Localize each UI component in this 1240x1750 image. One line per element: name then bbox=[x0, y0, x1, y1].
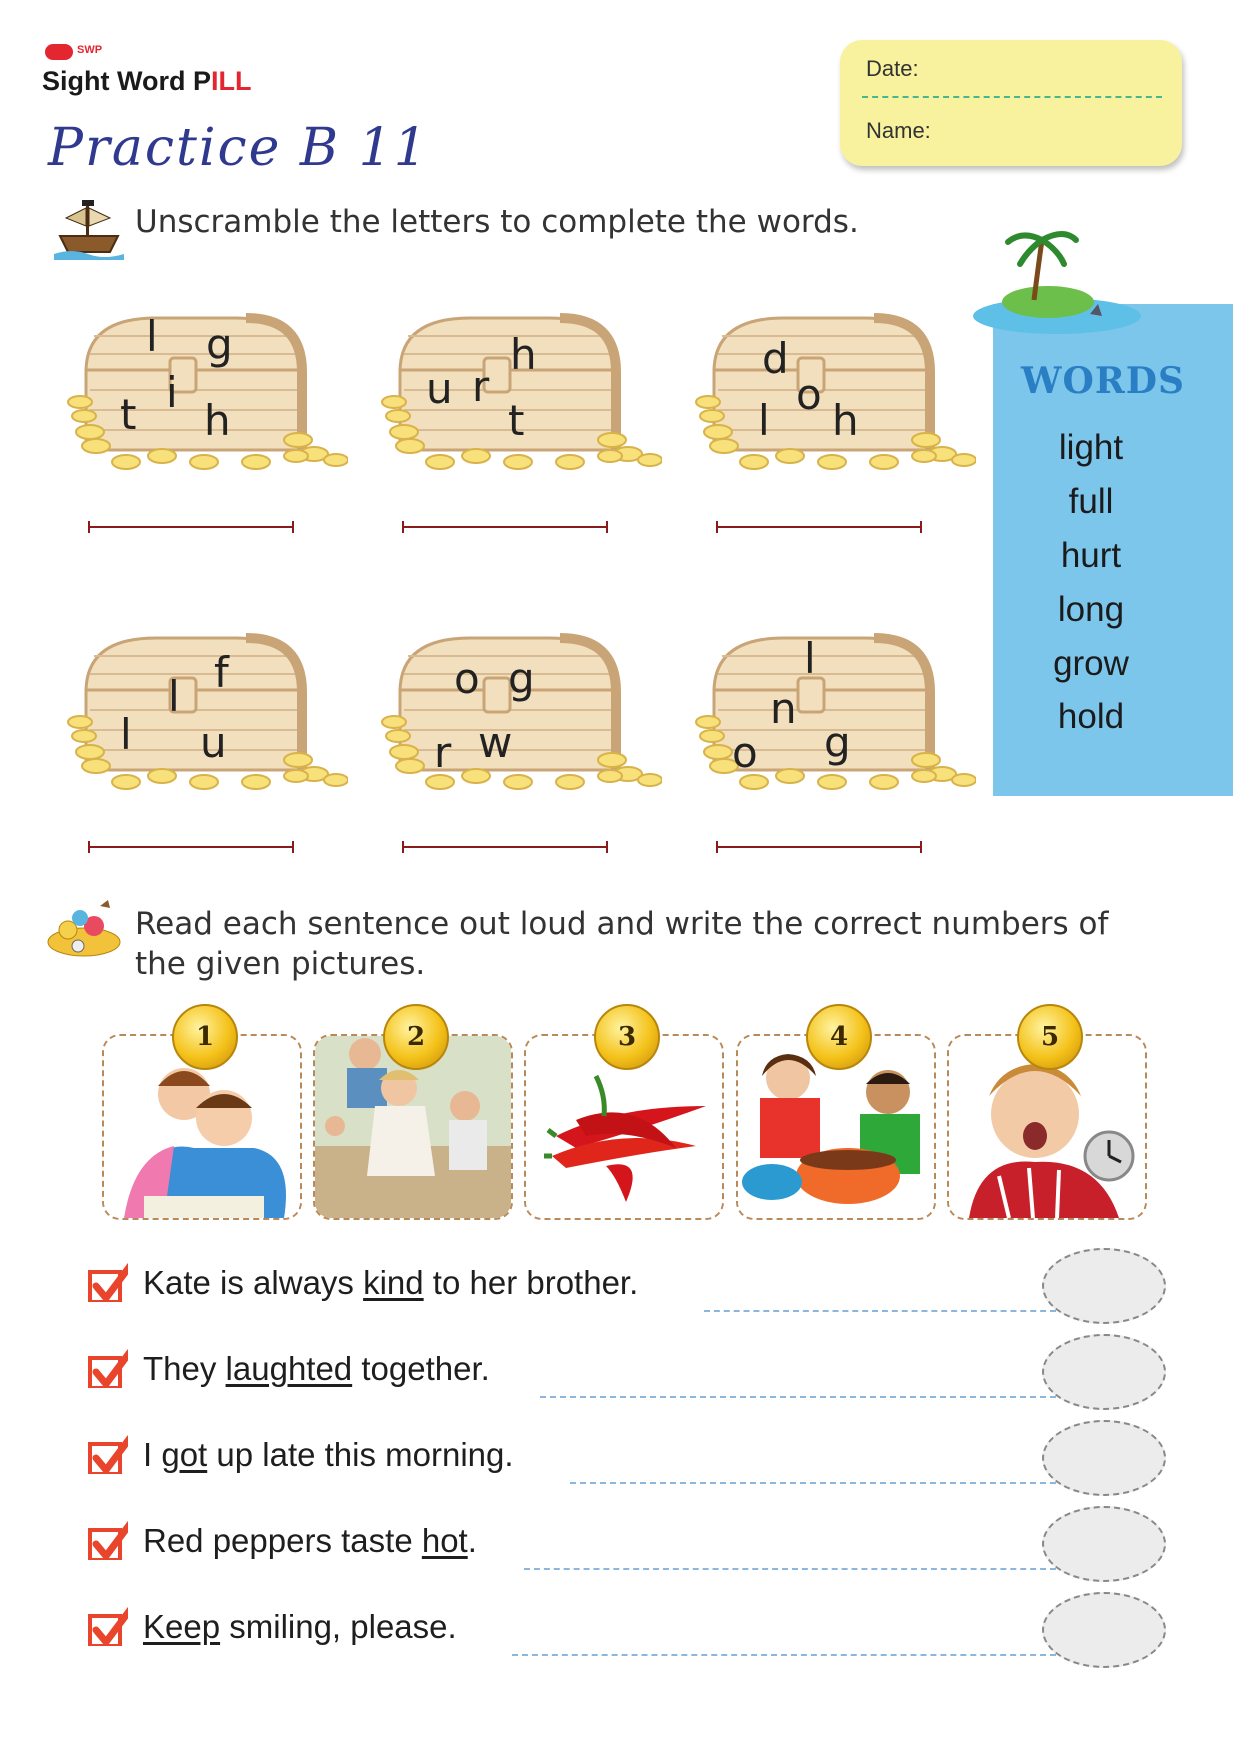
logo bbox=[42, 66, 252, 97]
treasure-chest bbox=[694, 312, 976, 472]
section2-instruction-line2: the given pictures. bbox=[135, 946, 426, 982]
sentence bbox=[143, 1608, 457, 1646]
sight-word: got bbox=[161, 1436, 208, 1473]
date-field[interactable] bbox=[862, 96, 1162, 98]
sentence bbox=[143, 1350, 490, 1388]
picture-number: 5 bbox=[1040, 1022, 1060, 1052]
scrambled-letter: h bbox=[510, 330, 537, 379]
word-bank-item: light bbox=[1058, 428, 1124, 467]
treasure-chest bbox=[380, 312, 662, 472]
scrambled-letter: i bbox=[166, 368, 178, 417]
picture-number-coin bbox=[806, 1004, 872, 1070]
section2-instruction-line1: Read each sentence out loud and write the correct numbers of bbox=[135, 906, 1109, 942]
answer-line[interactable] bbox=[716, 846, 922, 848]
scrambled-letter: l bbox=[120, 710, 132, 759]
scrambled-letter: l bbox=[146, 312, 158, 361]
checkmark-icon bbox=[88, 1262, 128, 1302]
picture-number-coin bbox=[172, 1004, 238, 1070]
treasure-chest bbox=[694, 632, 976, 792]
scrambled-letter: h bbox=[832, 396, 859, 445]
checkmark-icon bbox=[88, 1348, 128, 1388]
treasure-chest-icon bbox=[694, 312, 976, 472]
picture-number: 4 bbox=[829, 1022, 849, 1052]
scrambled-letter: g bbox=[824, 718, 851, 767]
word-bank-item: hold bbox=[1057, 697, 1125, 736]
scrambled-letter: o bbox=[732, 728, 758, 777]
scrambled-letter: f bbox=[214, 648, 229, 697]
scrambled-letter: g bbox=[508, 654, 535, 703]
scrambled-letter: o bbox=[796, 370, 822, 419]
picture-number: 3 bbox=[617, 1022, 637, 1052]
treasure-chest bbox=[380, 632, 662, 792]
picture-number: 1 bbox=[195, 1022, 215, 1052]
scrambled-letter: w bbox=[478, 718, 513, 767]
sentence-text: Red peppers taste bbox=[143, 1522, 422, 1559]
sentence-text: They bbox=[143, 1350, 226, 1387]
checkmark-icon bbox=[88, 1606, 128, 1646]
logo-badge: SWP bbox=[77, 44, 103, 56]
sentence-text: smiling, please. bbox=[220, 1608, 457, 1645]
sentence-text: to her brother. bbox=[423, 1264, 639, 1301]
sight-word: laughted bbox=[225, 1350, 353, 1387]
scrambled-letter: n bbox=[770, 684, 797, 733]
sentence-text: up late this morning. bbox=[207, 1436, 514, 1473]
sentence-underline bbox=[704, 1310, 1056, 1312]
sentence-text: Kate is always bbox=[143, 1264, 364, 1301]
picture-number-coin bbox=[383, 1004, 449, 1070]
logo-name-a: Sight Word P bbox=[42, 66, 211, 96]
sentence-text: together. bbox=[352, 1350, 490, 1387]
sentence-underline bbox=[524, 1568, 1056, 1570]
scrambled-letter: g bbox=[206, 320, 233, 369]
sentence-underline bbox=[570, 1482, 1056, 1484]
scrambled-letter: h bbox=[204, 396, 231, 445]
sight-word: hot bbox=[421, 1522, 468, 1559]
word-bank-item: long bbox=[1057, 590, 1125, 629]
page-title: Practice B 11 bbox=[48, 118, 429, 178]
logo-pill-icon bbox=[45, 44, 73, 60]
section1-instruction: Unscramble the letters to complete the words. bbox=[135, 204, 859, 240]
word-bank-item: grow bbox=[1053, 644, 1129, 683]
scrambled-letter: u bbox=[426, 364, 453, 413]
sentence bbox=[143, 1436, 514, 1474]
answer-number-field[interactable] bbox=[1042, 1248, 1166, 1324]
answer-number-field[interactable] bbox=[1042, 1334, 1166, 1410]
sentence bbox=[143, 1522, 477, 1560]
answer-number-field[interactable] bbox=[1042, 1420, 1166, 1496]
treasure-chest bbox=[66, 312, 348, 472]
scrambled-letter: d bbox=[762, 334, 789, 383]
scrambled-letter: t bbox=[508, 396, 525, 445]
sentence-text: I bbox=[143, 1436, 162, 1473]
scrambled-letter: t bbox=[120, 390, 137, 439]
checkmark-icon bbox=[88, 1520, 128, 1560]
answer-line[interactable] bbox=[88, 846, 294, 848]
picture-number-coin bbox=[594, 1004, 660, 1070]
logo-name-b: ILL bbox=[211, 66, 252, 96]
sight-word: kind bbox=[363, 1264, 424, 1301]
picture-number-coin bbox=[1017, 1004, 1083, 1070]
sentence-underline bbox=[540, 1396, 1056, 1398]
scrambled-letter: l bbox=[758, 396, 770, 445]
treasure-pile-icon bbox=[44, 896, 124, 960]
scrambled-letter: u bbox=[200, 718, 227, 767]
answer-line[interactable] bbox=[716, 526, 922, 528]
answer-number-field[interactable] bbox=[1042, 1592, 1166, 1668]
sentence bbox=[143, 1264, 638, 1302]
scrambled-letter: o bbox=[454, 654, 480, 703]
sentence-text: . bbox=[467, 1522, 477, 1559]
treasure-chest bbox=[66, 632, 348, 792]
treasure-chest-icon bbox=[66, 632, 348, 792]
name-field[interactable] bbox=[960, 120, 1160, 150]
word-bank-heading: WORDS bbox=[1021, 360, 1185, 402]
pirate-ship-icon bbox=[52, 196, 126, 262]
scrambled-letter: l bbox=[168, 672, 180, 721]
sight-word: Keep bbox=[143, 1608, 221, 1645]
date-label: Date: bbox=[866, 56, 919, 81]
scrambled-letter: r bbox=[472, 362, 490, 411]
answer-line[interactable] bbox=[402, 846, 608, 848]
name-label: Name: bbox=[866, 118, 931, 143]
word-bank-item: full bbox=[1068, 482, 1114, 521]
answer-line[interactable] bbox=[402, 526, 608, 528]
answer-line[interactable] bbox=[88, 526, 294, 528]
answer-number-field[interactable] bbox=[1042, 1506, 1166, 1582]
picture-number: 2 bbox=[406, 1022, 426, 1052]
island-icon bbox=[972, 228, 1142, 338]
sentence-underline bbox=[512, 1654, 1056, 1656]
word-bank-item: hurt bbox=[1060, 536, 1122, 575]
scrambled-letter: r bbox=[434, 728, 452, 777]
scrambled-letter: l bbox=[804, 634, 816, 683]
checkmark-icon bbox=[88, 1434, 128, 1474]
